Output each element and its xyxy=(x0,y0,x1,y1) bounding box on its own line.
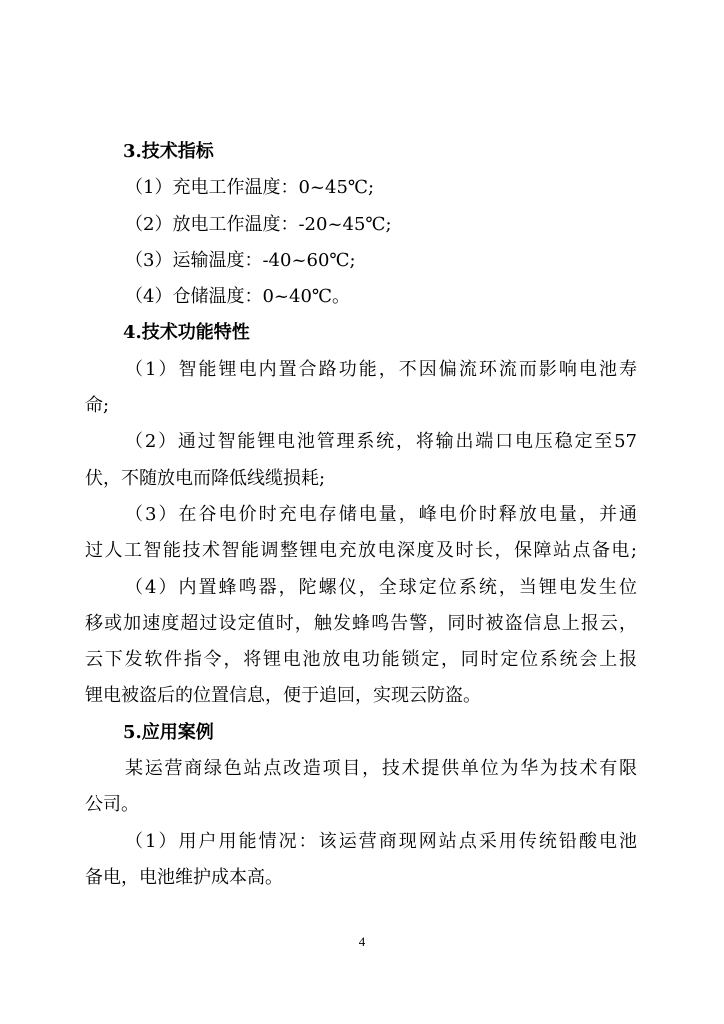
feature-2-line-2: 伏，不随放电而降低线缆损耗; xyxy=(85,467,326,489)
feature-3-line-1: （3）在谷电价时充电存储电量，峰电价时释放电量，并通 xyxy=(125,503,637,525)
feature-4-line-4: 锂电被盗后的位置信息，便于追回，实现云防盗。 xyxy=(85,685,481,707)
feature-4-line-2: 移或加速度超过设定值时，触发蜂鸣告警，同时被盗信息上报云， xyxy=(85,612,637,634)
section-heading-technical-indicators: 3.技术指标 xyxy=(123,141,214,162)
feature-1-line-1: （1）智能锂电内置合路功能，不因偏流环流而影响电池寿 xyxy=(125,358,637,380)
case-usage-line-2: 备电，电池维护成本高。 xyxy=(85,866,283,888)
page-number: 4 xyxy=(358,934,366,949)
feature-4-line-3: 云下发软件指令，将锂电池放电功能锁定，同时定位系统会上报 xyxy=(85,649,637,671)
section-heading-application-case: 5.应用案例 xyxy=(123,721,214,743)
case-usage-line-1: （1）用户用能情况：该运营商现网站点采用传统铅酸电池 xyxy=(125,830,637,852)
feature-1-line-2: 命; xyxy=(85,395,110,417)
indicator-charging-temp: （1）充电工作温度：0~45℃; xyxy=(125,177,375,199)
section-heading-features: 4.技术功能特性 xyxy=(123,322,250,344)
document-body xyxy=(85,134,637,896)
indicator-storage-temp: （4）仓储温度：0~40℃。 xyxy=(125,286,351,308)
feature-3-line-2: 过人工智能技术智能调整锂电充放电深度及时长，保障站点备电; xyxy=(85,540,637,562)
indicator-discharging-temp: （2）放电工作温度：-20~45℃; xyxy=(125,213,392,235)
indicator-transport-temp: （3）运输温度：-40~60℃; xyxy=(125,249,356,271)
case-intro-line-1: 某运营商绿色站点改造项目，技术提供单位为华为技术有限 xyxy=(125,758,637,780)
feature-2-line-1: （2）通过智能锂电池管理系统，将输出端口电压稳定至57 xyxy=(125,431,637,453)
feature-4-line-1: （4）内置蜂鸣器，陀螺仪，全球定位系统，当锂电发生位 xyxy=(125,576,637,598)
case-intro-line-2: 公司。 xyxy=(85,794,139,816)
